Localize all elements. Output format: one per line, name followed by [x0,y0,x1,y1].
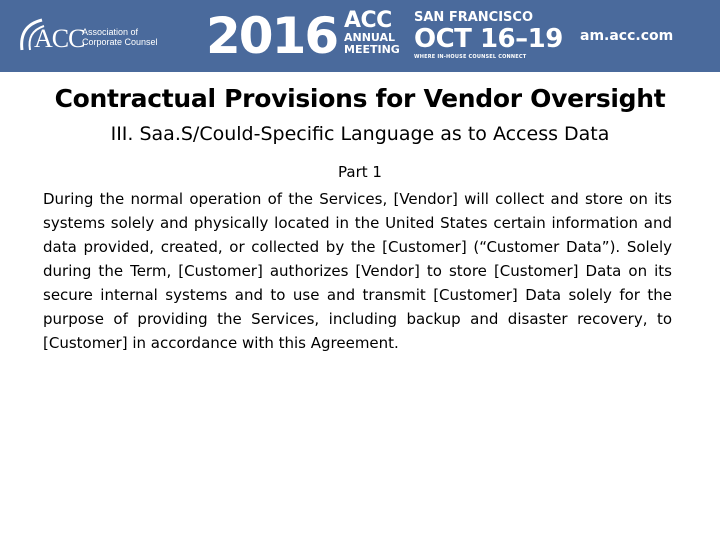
annual-meeting-label [344,10,400,56]
body-text-end: ”). Solely during the Term, [Customer] authorizes [Vendor] to store [Customer] Data on its secure internal systems and to use and transmit [Customer] Data solely for the purpose of providing the Services, including backup and disaster recovery, to [Customer] in accordance with this Agreement. [43,238,672,352]
event-dates: OCT 16–19 [414,24,563,54]
website-link[interactable]: am.acc.com [580,28,674,44]
acc-meeting: MEETING [344,43,400,56]
body-text-start: During the normal operation of the Services, [Vendor] will collect and store on its systems solely and physically located in the United States certain information and data provided, created, or collected by the [Customer] (“ [43,190,672,256]
body-paragraph [43,187,672,355]
slide-subtitle: III. Saa.S/Could-Specific Language as to Access Data [110,123,610,145]
logo-subtitle-line2: Corporate Counsel [82,37,158,47]
logo-mark: ACC [34,24,85,53]
acc-annual: ANNUAL [344,31,396,44]
event-location-dates [414,10,563,61]
header-banner [0,0,720,72]
part-label: Part 1 [338,163,382,181]
slide-title: Contractual Provisions for Vendor Oversight [54,84,666,113]
logo-subtitle [82,27,172,47]
logo-subtitle-line1: Association of [82,27,139,37]
acc-logo [16,16,156,56]
event-tagline: WHERE IN-HOUSE COUNSEL CONNECT [414,54,527,60]
event-city: SAN FRANCISCO [414,10,533,25]
event-year: 2016 [206,7,338,65]
defined-term: Customer Data [486,238,602,256]
acc-title: ACC [344,8,392,33]
